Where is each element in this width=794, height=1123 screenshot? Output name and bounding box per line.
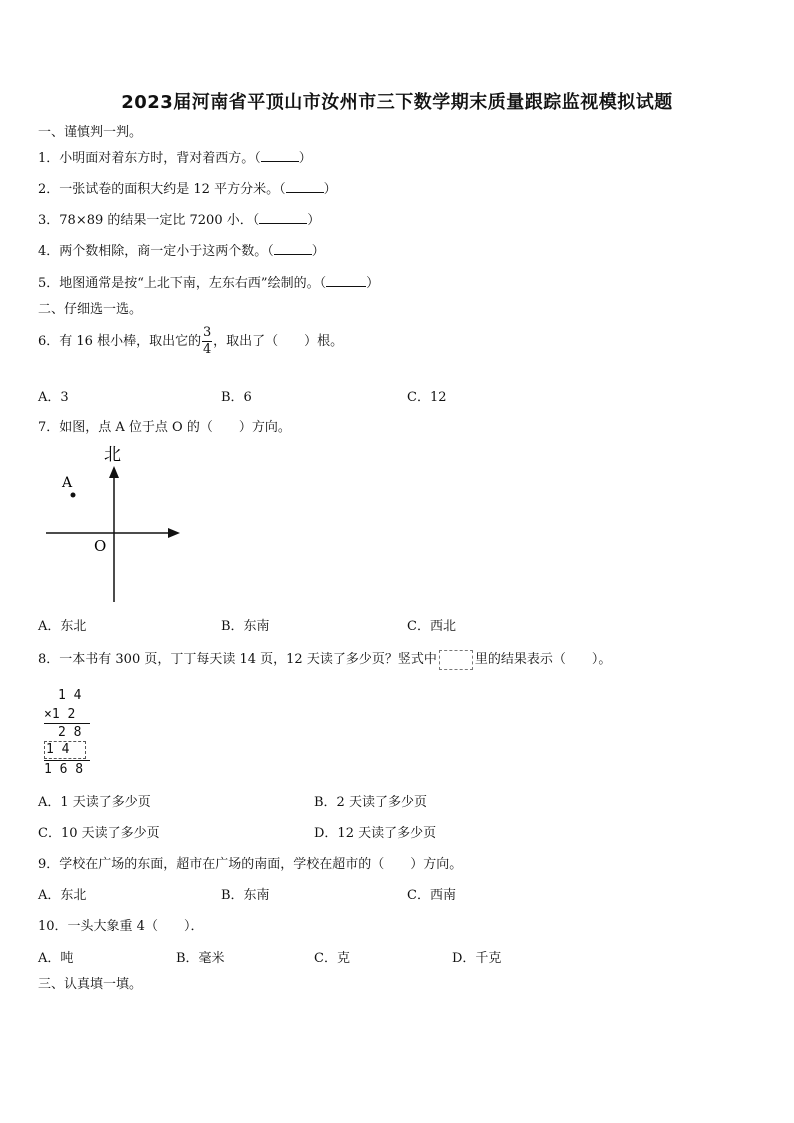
answer-blank-4[interactable] — [274, 242, 312, 255]
question-7: 7．如图，点 A 位于点 O 的（ ）方向。 — [38, 420, 291, 435]
q7-option-b[interactable]: B．东南 — [221, 619, 270, 634]
question-4-end: ） — [311, 244, 325, 259]
q8-option-d[interactable]: D．12 天读了多少页 — [314, 826, 437, 841]
q6-option-c[interactable]: C．12 — [407, 390, 447, 405]
north-arrowhead — [109, 466, 119, 478]
page-title: 2023届河南省平顶山市汝州市三下数学期末质量跟踪监视模拟试题 — [121, 92, 673, 113]
question-9: 9．学校在广场的东面，超市在广场的南面，学校在超市的（ ）方向。 — [38, 857, 463, 872]
fraction-numerator: 3 — [202, 325, 212, 340]
section-2-heading: 二、仔细选一选。 — [38, 302, 143, 317]
q6-option-a[interactable]: A．3 — [38, 390, 69, 405]
question-8 — [38, 648, 611, 670]
mult-row-partial-1: 2 8 — [58, 725, 82, 740]
north-label: 北 — [104, 445, 121, 465]
question-6 — [38, 326, 343, 357]
question-1 — [38, 147, 312, 166]
q6-option-b[interactable]: B．6 — [221, 390, 252, 405]
question-8-before: 8．一本书有 300 页，丁丁每天读 14 页，12 天读了多少页？竖式中 — [38, 652, 437, 667]
question-4-text: 4．两个数相除，商一定小于这两个数。（ — [38, 244, 274, 259]
point-a — [71, 493, 76, 498]
question-5-end: ） — [366, 276, 380, 291]
question-2-end: ） — [323, 182, 337, 197]
q10-option-a[interactable]: A．吨 — [38, 951, 74, 966]
fraction-denominator: 4 — [202, 342, 212, 357]
mult-row-product: 1 6 8 — [44, 762, 84, 777]
q8-option-a[interactable]: A．1 天读了多少页 — [38, 795, 151, 810]
section-1-heading: 一、谨慎判一判。 — [38, 125, 143, 140]
mult-row-partial-2: 1 4 — [46, 742, 70, 757]
dashed-box-marker — [439, 650, 473, 670]
question-3-end: ） — [307, 213, 321, 228]
question-6-after: ，取出了（ ）根。 — [213, 334, 344, 349]
q7-option-a[interactable]: A．东北 — [38, 619, 87, 634]
q9-option-c[interactable]: C．西南 — [407, 888, 456, 903]
mult-row-multiplicand: 1 4 — [58, 688, 82, 703]
question-2 — [38, 178, 337, 197]
question-5-text: 5．地图通常是按“上北下南，左东右西”绘制的。（ — [38, 276, 327, 291]
direction-figure — [40, 440, 190, 605]
question-10: 10．一头大象重 4（ ）． — [38, 919, 204, 934]
q10-option-b[interactable]: B．毫米 — [176, 951, 225, 966]
origin-label: O — [94, 537, 107, 555]
point-a-label: A — [62, 475, 73, 491]
q10-option-d[interactable]: D．千克 — [452, 951, 502, 966]
q10-option-c[interactable]: C．克 — [314, 951, 350, 966]
mult-line-1 — [44, 723, 90, 724]
question-5 — [38, 272, 379, 291]
answer-blank-3[interactable] — [259, 211, 307, 224]
answer-blank-1[interactable] — [261, 149, 299, 162]
question-1-end: ） — [298, 151, 312, 166]
q8-option-c[interactable]: C．10 天读了多少页 — [38, 826, 160, 841]
q8-option-b[interactable]: B．2 天读了多少页 — [314, 795, 427, 810]
east-arrowhead — [168, 528, 180, 538]
section-3-heading: 三、认真填一填。 — [38, 977, 143, 992]
q7-option-c[interactable]: C．西北 — [407, 619, 456, 634]
question-2-text: 2．一张试卷的面积大约是 12 平方分米。（ — [38, 182, 286, 197]
mult-line-2 — [44, 760, 90, 761]
question-6-before: 6．有 16 根小棒，取出它的 — [38, 334, 202, 349]
answer-blank-5[interactable] — [326, 274, 366, 287]
question-3 — [38, 209, 320, 228]
fraction-three-quarters — [202, 326, 212, 357]
question-4 — [38, 240, 325, 259]
question-3-text: 3．78×89 的结果一定比 7200 小．（ — [38, 213, 260, 228]
q9-option-b[interactable]: B．东南 — [221, 888, 270, 903]
question-8-after: 里的结果表示（ ）。 — [474, 652, 612, 667]
question-1-text: 1．小明面对着东方时，背对着西方。（ — [38, 151, 261, 166]
q9-option-a[interactable]: A．东北 — [38, 888, 87, 903]
mult-row-multiplier: ×1 2 — [44, 707, 76, 722]
answer-blank-2[interactable] — [286, 180, 324, 193]
